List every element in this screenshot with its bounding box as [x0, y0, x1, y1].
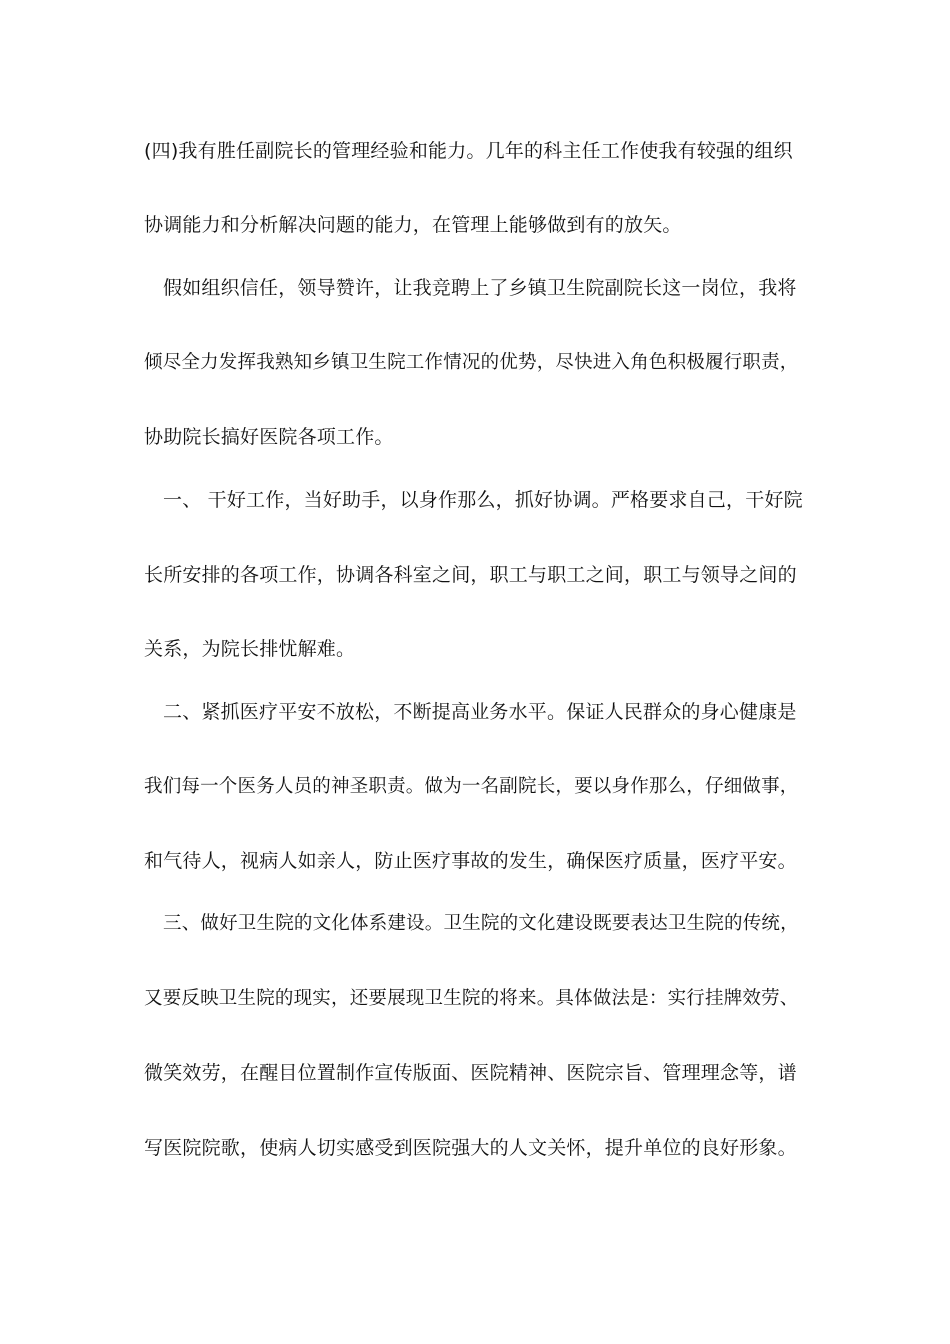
text-line-8: 关系，为院长排忧解难。: [144, 638, 356, 660]
text-line-6: 一、 干好工作，当好助手，以身作那么，抓好协调。严格要求自己，干好院: [163, 489, 803, 511]
text-line-9: 二、紧抓医疗平安不放松，不断提高业务水平。保证人民群众的身心健康是: [163, 701, 797, 723]
text-line-1: (四)我有胜任副院长的管理经验和能力。几年的科主任工作使我有较强的组织: [144, 140, 793, 162]
text-line-10: 我们每一个医务人员的神圣职责。做为一名副院长，要以身作那么，仔细做事，: [144, 776, 799, 797]
text-line-7: 长所安排的各项工作，协调各科室之间，职工与职工之间，职工与领导之间的: [144, 564, 797, 586]
text-line-15: 写医院院歌，使病人切实感受到医院强大的人文关怀，提升单位的良好形象。: [144, 1137, 797, 1159]
text-line-14: 微笑效劳，在醒目位置制作宣传版面、医院精神、医院宗旨、管理理念等，谱: [144, 1062, 797, 1084]
text-line-4: 倾尽全力发挥我熟知乡镇卫生院工作情况的优势，尽快进入角色积极履行职责，: [144, 352, 799, 373]
text-line-5: 协助院长搞好医院各项工作。: [144, 426, 394, 448]
text-line-13: 又要反映卫生院的现实，还要展现卫生院的将来。具体做法是：实行挂牌效劳、: [144, 988, 799, 1009]
text-line-11: 和气待人，视病人如亲人，防止医疗事故的发生，确保医疗质量，医疗平安。: [144, 850, 797, 872]
text-line-12: 三、做好卫生院的文化体系建设。卫生院的文化建设既要表达卫生院的传统，: [163, 913, 799, 934]
text-line-2: 协调能力和分析解决问题的能力，在管理上能够做到有的放矢。: [144, 214, 682, 236]
text-line-3: 假如组织信任，领导赞许，让我竞聘上了乡镇卫生院副院长这一岗位，我将: [163, 277, 797, 299]
